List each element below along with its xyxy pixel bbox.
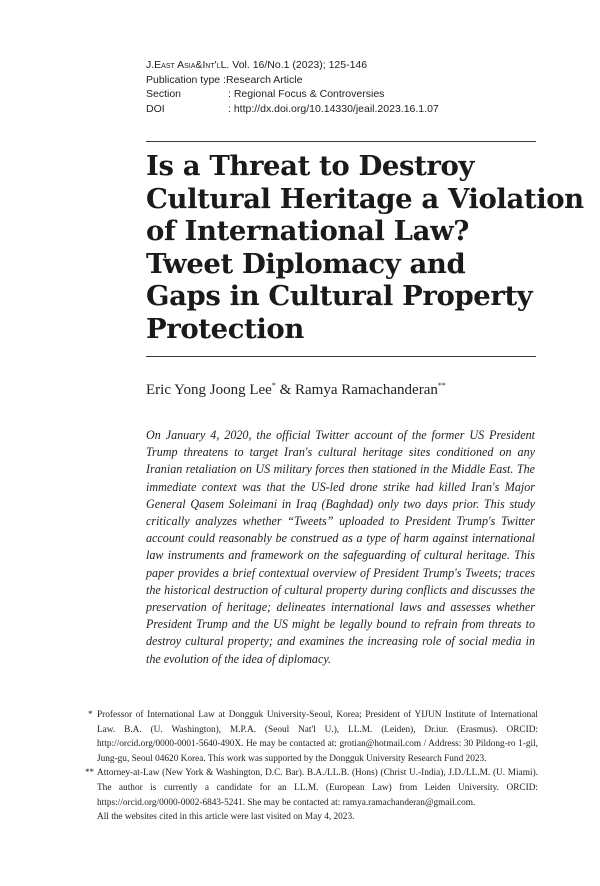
author-separator: &	[275, 382, 295, 398]
journal-name-intl: Int'l	[202, 59, 221, 71]
article-metadata	[146, 58, 439, 116]
section-label: Section	[146, 88, 182, 100]
title-line: of International Law?	[146, 215, 469, 247]
title-divider	[146, 356, 536, 357]
publication-type-row	[146, 73, 439, 88]
journal-prefix: J.	[146, 59, 155, 71]
footnote-marker: **	[437, 381, 446, 390]
footnote-note	[96, 810, 538, 825]
footnote-marker: *	[271, 381, 276, 390]
doi-label: DOI	[146, 102, 165, 115]
journal-citation	[146, 58, 439, 73]
article-title	[146, 150, 584, 345]
doi-link[interactable]: : http://dx.doi.org/10.14330/jeail.2023.16.1.07	[228, 102, 439, 115]
footnote-text: Attorney-at-Law (New York & Washington, D.C. Bar). B.A./LL.B. (Hons) (Christ U.-India), J.D./LL.M. (U. Miami). The author is currently a candidate for an LL.M. (European Law) from Leiden University. ORCID: https://orcid.org/0000-0002-6843-5241. She may be contacted at: ramya.ramachanderan@gmail.com.	[97, 768, 538, 808]
footnotes	[85, 708, 538, 825]
footnote-text: All the websites cited in this article were last visited on May 4, 2023.	[97, 812, 355, 823]
title-line: Protection	[146, 312, 304, 345]
author-name: Ramya Ramachanderan	[295, 382, 438, 398]
section-row	[146, 87, 439, 102]
journal-name-east-asia: East Asia	[154, 59, 196, 71]
author-name: Eric Yong Joong Lee	[146, 382, 272, 398]
publication-type-label: Publication type :	[146, 73, 226, 86]
footnote-mark: *	[88, 709, 93, 719]
footnote-2	[85, 766, 538, 810]
abstract: On January 4, 2020, the official Twitter account of the former US President Trump threatens to target Iran's cultural heritage sites conditioned on any Iranian retaliation on US military forces then stationed in the Middle East. The immediate context was that the US-led drone strike had killed Iran's Major General Qasem Soleimani in Iraq (Baghdad) only two days prior. This study critically analyzes whether “Tweets” uploaded to President Trump's Twitter account could reasonably be construed as a type of harm against international law instruments and framework on the safeguarding of cultural heritage. This paper provides a brief contextual overview of President Trump's Tweets; traces the historical destruction of cultural property during conflicts and discusses the preservation of heritage; delineates international laws and assesses whether President Trump and the US might be legally bound to refrain from threats to destroy cultural property; and examines the increasing role of social media in the evolution of the idea of diplomacy.	[146, 428, 535, 666]
footnote-text: Professor of International Law at Dongguk University-Seoul, Korea; President of YIJUN Institute of International Law. B.A. (U. Washington), M.P.A. (Seoul Nat'l U.), LL.M. (Leiden), Dr.iur. (Erasmus). ORCID: http://orcid.org/0000-0001-5640-490X. He may be contacted at: grotian@hotmail.com / Address: 30 Pildong-ro 1-gil, Jung-gu, Seoul 04620 Korea. This work was supported by the Dongguk University Research Fund 2023.	[97, 710, 538, 764]
publication-type-value: Research Article	[225, 73, 303, 86]
footnote-mark: **	[85, 767, 94, 778]
title-line: Tweet Diplomacy and	[146, 247, 466, 280]
doi-row	[146, 102, 439, 117]
journal-volume: L. Vol. 16/No.1 (2023); 125-146	[220, 59, 368, 71]
title-line: Cultural Heritage a Violation	[146, 182, 584, 215]
top-divider	[146, 141, 536, 142]
title-line: Is a Threat to Destroy	[146, 150, 475, 182]
journal-amp: &	[195, 59, 203, 71]
title-line: Gaps in Cultural Property	[146, 280, 533, 312]
section-value: : Regional Focus & Controversies	[228, 88, 385, 100]
author-line	[146, 381, 446, 399]
footnote-1	[88, 708, 538, 766]
